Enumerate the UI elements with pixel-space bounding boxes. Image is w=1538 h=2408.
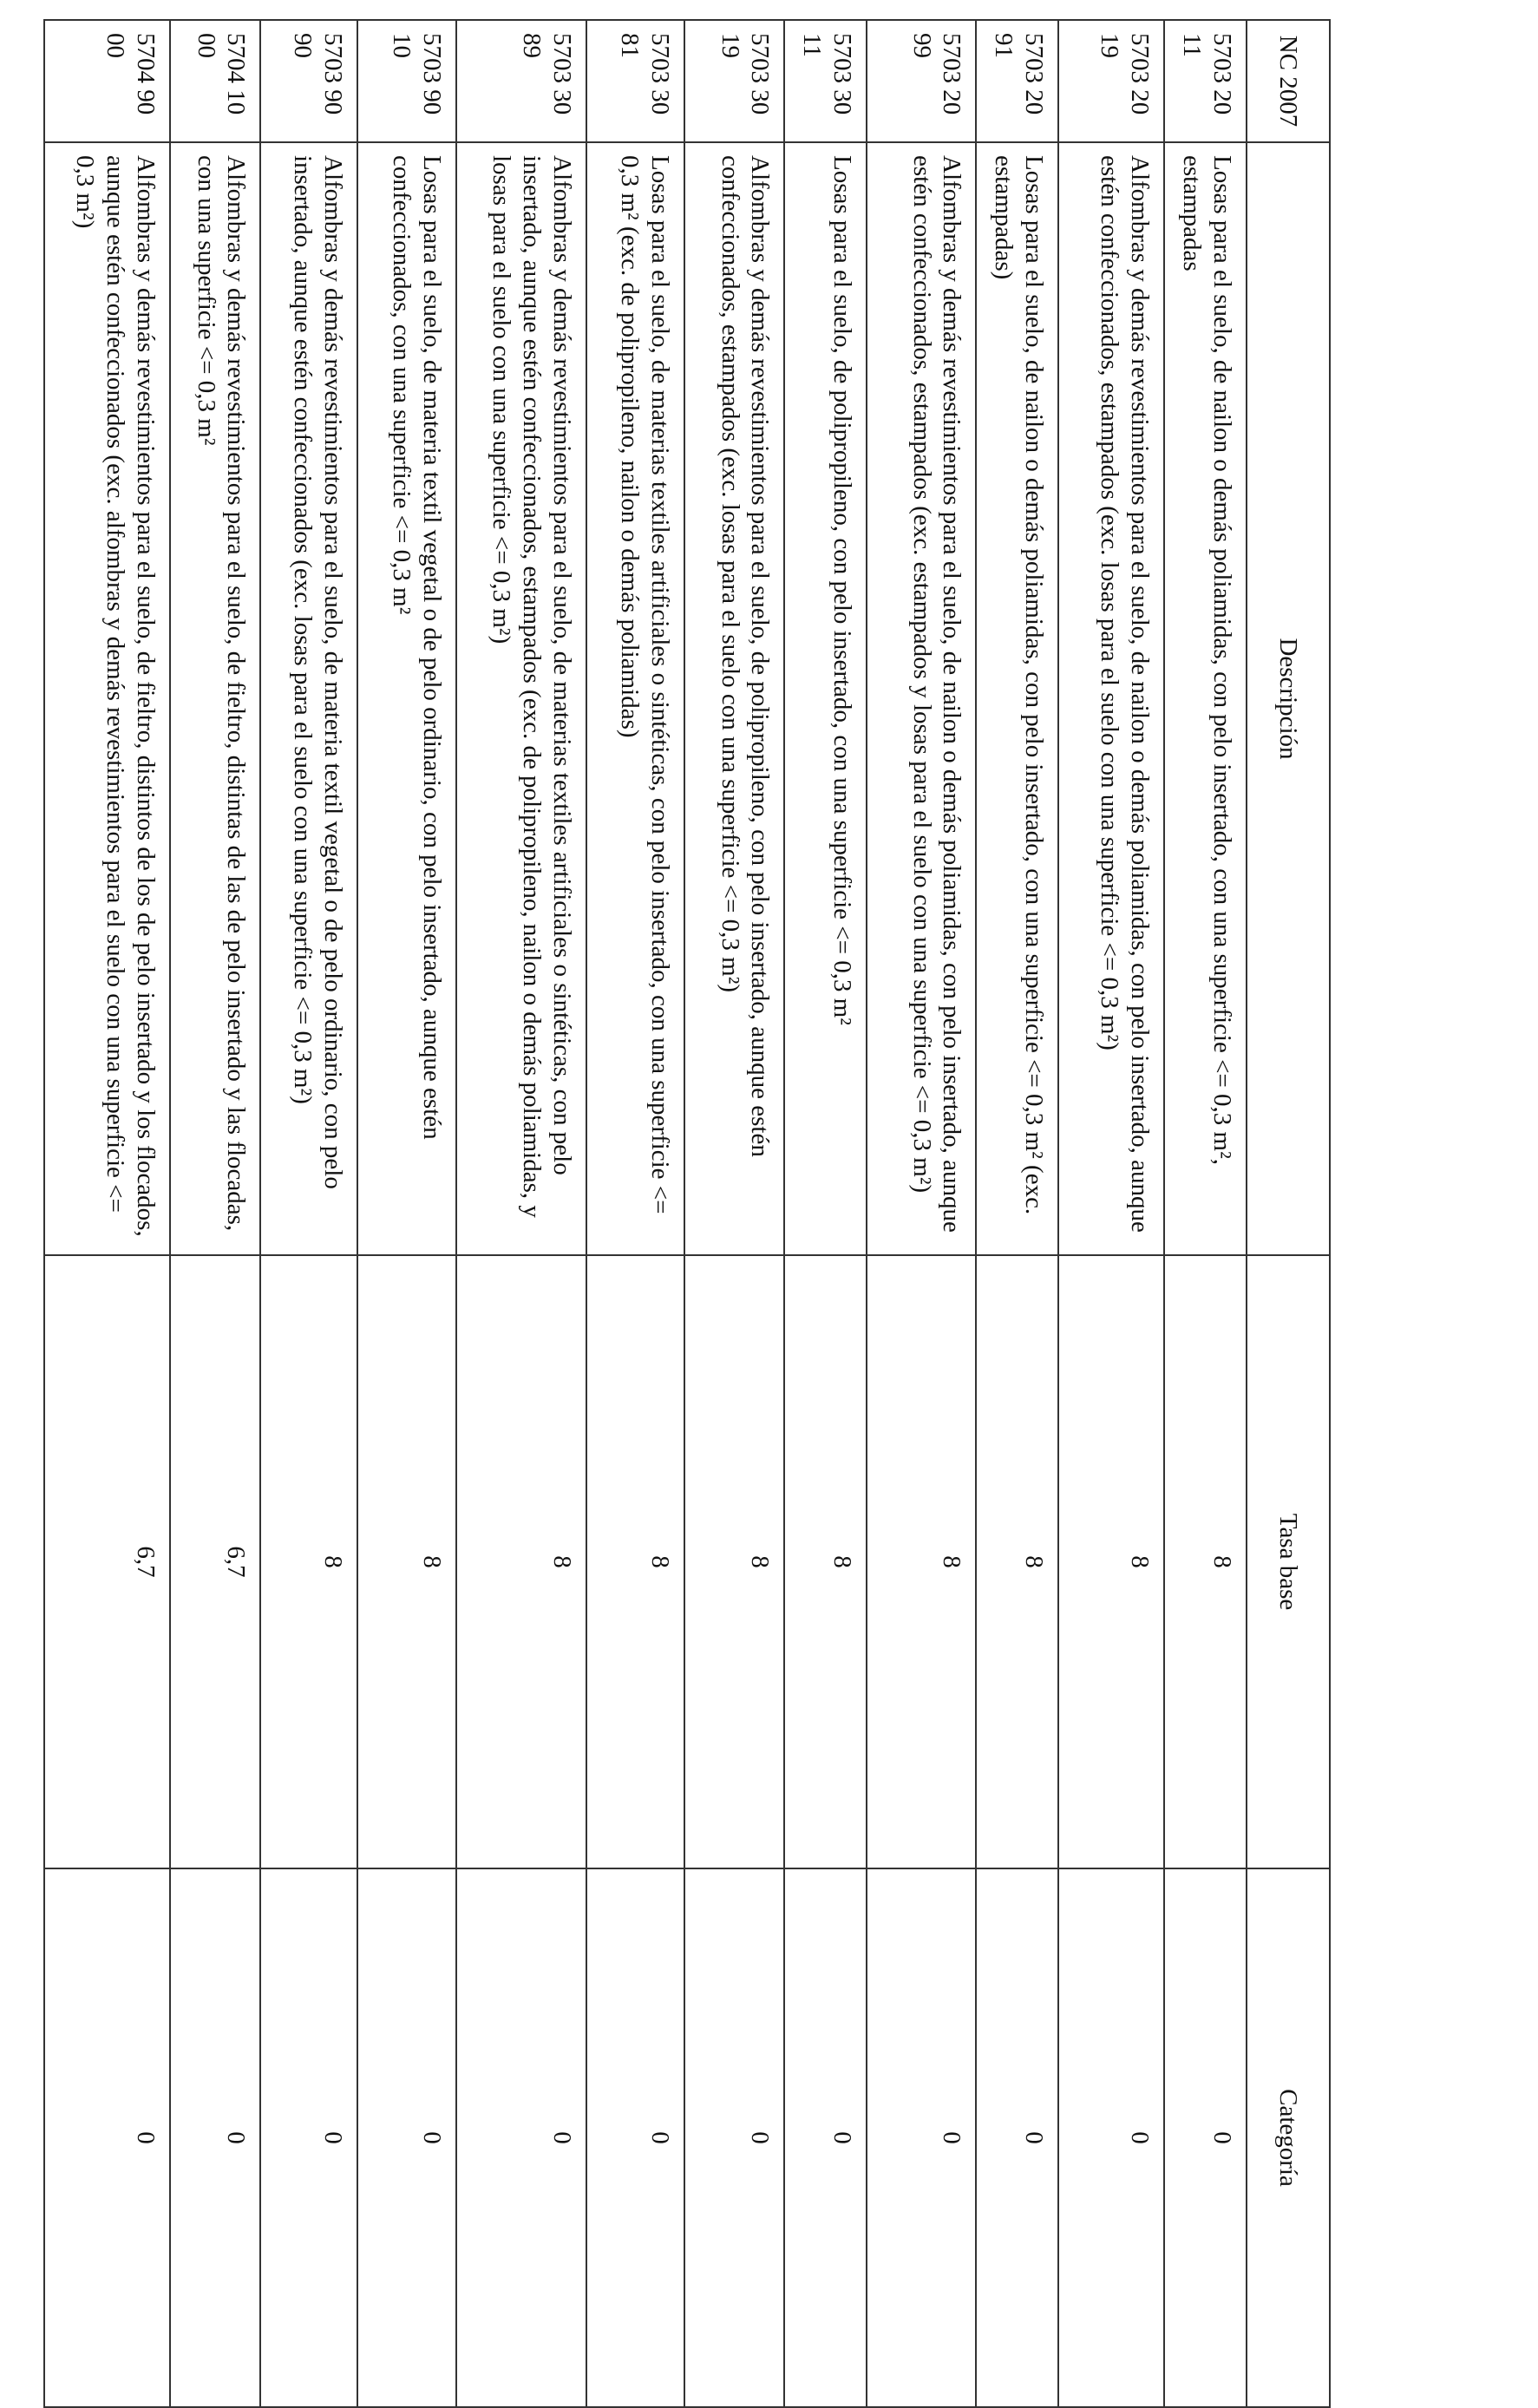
cell-description: Alfombras y demás revestimientos para el suelo, de materia textil vegetal o de pelo ordinario, con pelo insertado, aunque estén confeccionados (exc. losas para el suelo con una superficie <= 0,3 m²) bbox=[260, 142, 357, 1255]
table-row bbox=[456, 20, 586, 2407]
cell-rate: 6,7 bbox=[44, 1255, 170, 1868]
cell-rate: 8 bbox=[260, 1255, 357, 1868]
cell-category: 0 bbox=[1058, 1868, 1164, 2407]
cell-code: 5703 90 10 bbox=[357, 20, 456, 142]
cell-description: Losas para el suelo, de materias textiles artificiales o sintéticas, con pelo insertado, con una superficie <= 0,3 m² (exc. de polipropileno, nailon o demás poliamidas) bbox=[586, 142, 684, 1255]
cell-description: Alfombras y demás revestimientos para el suelo, de materias textiles artificiales o sintéticas, con pelo insertado, aunque estén confeccionados, estampados (exc. de polipropileno, nailon o demás poliamidas, y losas para el suelo con una superficie <= 0,3 m²) bbox=[456, 142, 586, 1255]
cell-code: 5703 90 90 bbox=[260, 20, 357, 142]
cell-code: 5704 90 00 bbox=[44, 20, 170, 142]
cell-code: 5703 30 19 bbox=[684, 20, 785, 142]
cell-category: 0 bbox=[456, 1868, 586, 2407]
header-description: Descripción bbox=[1247, 142, 1330, 1255]
table-row bbox=[1058, 20, 1164, 2407]
cell-rate: 8 bbox=[976, 1255, 1058, 1868]
cell-description: Losas para el suelo, de nailon o demás poliamidas, con pelo insertado, con una superficie <= 0,3 m² (exc. estampadas) bbox=[976, 142, 1058, 1255]
rotated-page bbox=[43, 19, 1331, 2406]
cell-category: 0 bbox=[784, 1868, 867, 2407]
header-row bbox=[1247, 20, 1330, 2407]
table-row bbox=[260, 20, 357, 2407]
cell-category: 0 bbox=[976, 1868, 1058, 2407]
cell-rate: 8 bbox=[1164, 1255, 1247, 1868]
cell-code: 5703 30 11 bbox=[784, 20, 867, 142]
table-row bbox=[784, 20, 867, 2407]
cell-category: 0 bbox=[1164, 1868, 1247, 2407]
table-row bbox=[170, 20, 260, 2407]
table-row bbox=[684, 20, 785, 2407]
cell-rate: 8 bbox=[684, 1255, 785, 1868]
cell-code: 5704 10 00 bbox=[170, 20, 260, 142]
table-row bbox=[867, 20, 976, 2407]
table-row bbox=[357, 20, 456, 2407]
cell-category: 0 bbox=[357, 1868, 456, 2407]
cell-category: 0 bbox=[44, 1868, 170, 2407]
cell-category: 0 bbox=[586, 1868, 684, 2407]
cell-category: 0 bbox=[170, 1868, 260, 2407]
cell-category: 0 bbox=[867, 1868, 976, 2407]
cell-rate: 8 bbox=[784, 1255, 867, 1868]
table-row bbox=[586, 20, 684, 2407]
cell-rate: 8 bbox=[867, 1255, 976, 1868]
header-category: Categoría bbox=[1247, 1868, 1330, 2407]
cell-rate: 8 bbox=[357, 1255, 456, 1868]
table-row bbox=[44, 20, 170, 2407]
cell-code: 5703 20 11 bbox=[1164, 20, 1247, 142]
cell-description: Alfombras y demás revestimientos para el suelo, de fieltro, distintos de los de pelo insertado y los flocados, aunque estén confeccionados (exc. alfombras y demás revestimientos para el suelo con una superficie <= 0,3 m²) bbox=[44, 142, 170, 1255]
table-row bbox=[976, 20, 1058, 2407]
cell-code: 5703 20 91 bbox=[976, 20, 1058, 142]
cell-description: Losas para el suelo, de materia textil vegetal o de pelo ordinario, con pelo insertado, aunque estén confeccionados, con una superficie <= 0,3 m² bbox=[357, 142, 456, 1255]
header-rate: Tasa base bbox=[1247, 1255, 1330, 1868]
cell-description: Alfombras y demás revestimientos para el suelo, de polipropileno, con pelo insertado, aunque estén confeccionados, estampados (exc. losas para el suelo con una superficie <= 0,3 m²) bbox=[684, 142, 785, 1255]
cell-category: 0 bbox=[684, 1868, 785, 2407]
cell-code: 5703 20 99 bbox=[867, 20, 976, 142]
tariff-table bbox=[43, 19, 1331, 2408]
cell-code: 5703 30 89 bbox=[456, 20, 586, 142]
cell-description: Losas para el suelo, de polipropileno, con pelo insertado, con una superficie <= 0,3 m² bbox=[784, 142, 867, 1255]
cell-rate: 6,7 bbox=[170, 1255, 260, 1868]
cell-category: 0 bbox=[260, 1868, 357, 2407]
cell-rate: 8 bbox=[456, 1255, 586, 1868]
cell-code: 5703 20 19 bbox=[1058, 20, 1164, 142]
header-code: NC 2007 bbox=[1247, 20, 1330, 142]
cell-description: Losas para el suelo, de nailon o demás poliamidas, con pelo insertado, con una superficie <= 0,3 m², estampadas bbox=[1164, 142, 1247, 1255]
table-body bbox=[44, 20, 1247, 2407]
table-row bbox=[1164, 20, 1247, 2407]
cell-description: Alfombras y demás revestimientos para el suelo, de fieltro, distintas de las de pelo insertado y las flocadas, con una superficie <= 0,3 m² bbox=[170, 142, 260, 1255]
cell-code: 5703 30 81 bbox=[586, 20, 684, 142]
cell-description: Alfombras y demás revestimientos para el suelo, de nailon o demás poliamidas, con pelo insertado, aunque estén confeccionados, estampados (exc. losas para el suelo con una superficie <= 0,3 m²) bbox=[1058, 142, 1164, 1255]
cell-description: Alfombras y demás revestimientos para el suelo, de nailon o demás poliamidas, con pelo insertado, aunque estén confeccionados, estampados (exc. estampados y losas para el suelo con una superficie <= 0,3 m²) bbox=[867, 142, 976, 1255]
cell-rate: 8 bbox=[586, 1255, 684, 1868]
cell-rate: 8 bbox=[1058, 1255, 1164, 1868]
